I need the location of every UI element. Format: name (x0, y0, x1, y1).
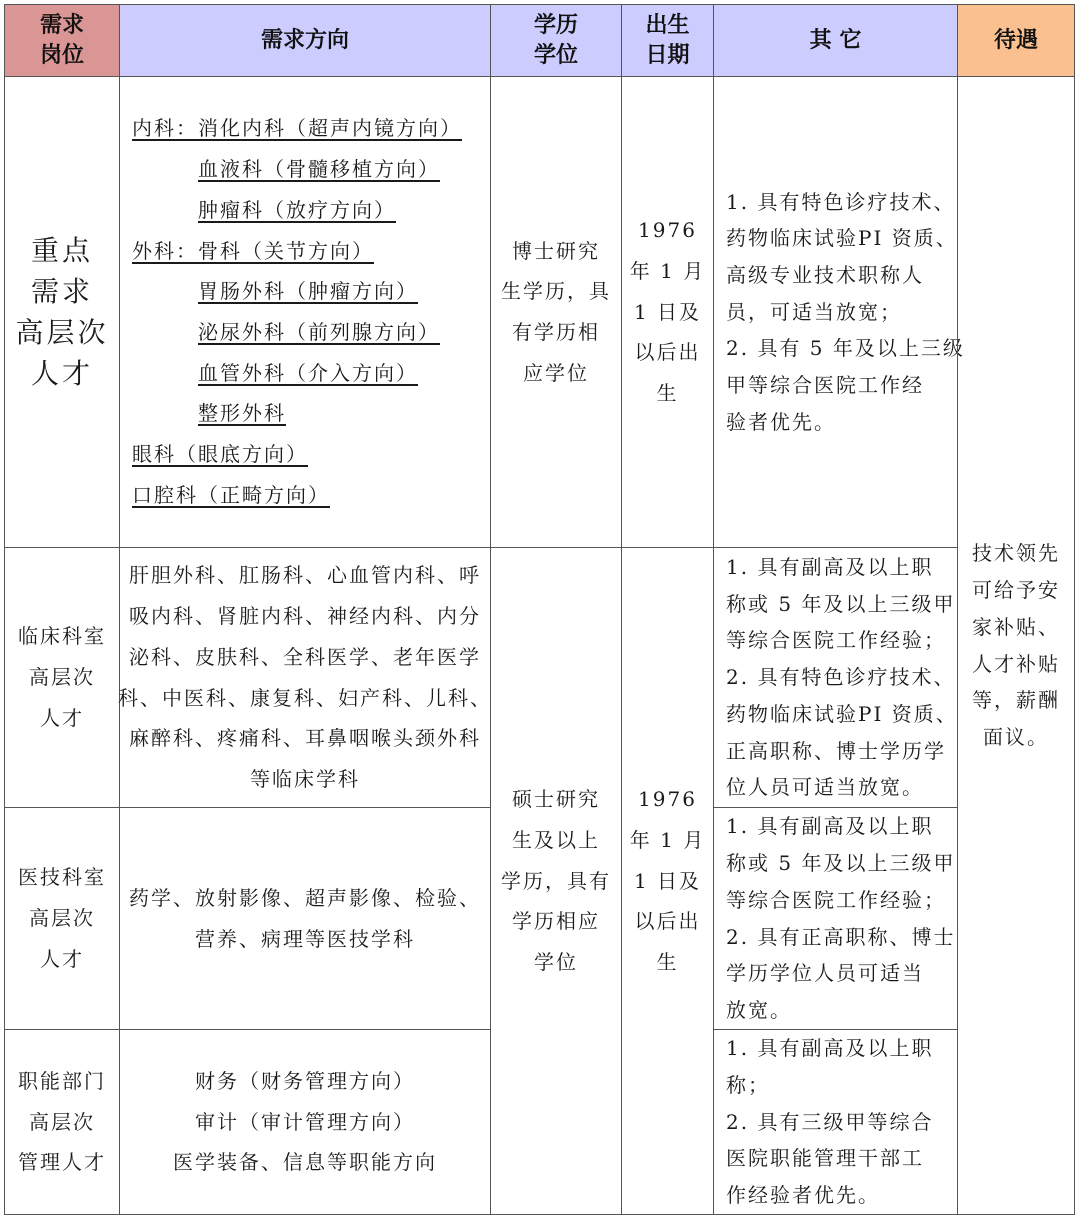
birth-line: 1 日及 (633, 868, 702, 893)
other-line: 作经验者优先。 (726, 1183, 880, 1208)
direction-line: 等临床学科 (250, 766, 360, 791)
direction-item: 眼科（眼底方向） (132, 442, 308, 467)
other-line: 验者优先。 (726, 409, 836, 434)
header-education (490, 4, 622, 77)
birth-line: 年 1 月 (629, 258, 706, 283)
direction-item: 胃肠外科（肿瘤方向） (198, 279, 418, 304)
position-line: 临床科室 (18, 624, 106, 649)
treatment-line: 面议。 (983, 724, 1049, 749)
treatment-line: 人才补贴 (972, 651, 1060, 676)
birth-line: 1976 (638, 218, 697, 243)
position-line: 人才 (30, 357, 93, 390)
other-line: 1. 具有副高及以上职 (726, 1036, 934, 1061)
direction-item: 肿瘤科（放疗方向） (198, 197, 396, 222)
treatment-line: 可给予安 (972, 578, 1060, 603)
medtech-position (4, 807, 120, 1030)
header-education-line: 学历 (533, 12, 578, 38)
other-line: 1. 具有副高及以上职 (726, 555, 934, 580)
key-talent-position (4, 76, 120, 548)
position-line: 高层次 (29, 665, 95, 690)
direction-item: 整形外科 (198, 401, 286, 426)
clinical-directions (119, 547, 491, 808)
header-direction-label: 需求方向 (260, 27, 349, 53)
birth-line: 1 日及 (633, 299, 702, 324)
treatment-cell (957, 76, 1075, 1215)
treatment-line: 家补贴、 (972, 614, 1060, 639)
clinical-other (713, 547, 958, 808)
treatment-line: 技术领先 (972, 541, 1060, 566)
other-line: 1. 具有特色诊疗技术、 (726, 189, 956, 214)
birth-line: 生 (656, 381, 679, 406)
other-line: 高级专业技术职称人 (726, 262, 924, 287)
other-line: 学历学位人员可适当 (726, 961, 924, 986)
other-line: 等综合医院工作经验； (726, 887, 946, 912)
direction-line: 财务（财务管理方向） (195, 1068, 415, 1093)
header-birth (621, 4, 714, 77)
shared-education (490, 547, 622, 1215)
direction-line: 药学、放射影像、超声影像、检验、 (129, 885, 481, 910)
direction-line: 医学装备、信息等职能方向 (173, 1150, 437, 1175)
other-line: 甲等综合医院工作经 (726, 373, 924, 398)
header-position-line: 需求 (39, 12, 84, 38)
other-line: 2. 具有 5 年及以上三级 (726, 336, 965, 361)
recruitment-table (4, 4, 1075, 1215)
other-line: 1. 具有副高及以上职 (726, 814, 934, 839)
direction-line: 营养、病理等医技学科 (195, 926, 415, 951)
direction-item: 内科：消化内科（超声内镜方向） (132, 116, 462, 141)
position-line: 职能部门 (18, 1068, 106, 1093)
education-line: 生学历，具 (501, 279, 611, 304)
admin-directions (119, 1029, 491, 1215)
other-line: 2. 具有三级甲等综合 (726, 1109, 934, 1134)
other-line: 员，可适当放宽； (726, 299, 902, 324)
other-line: 2. 具有特色诊疗技术、 (726, 665, 956, 690)
direction-line: 泌科、皮肤科、全科医学、老年医学 (129, 644, 481, 669)
education-line: 学位 (534, 950, 578, 975)
clinical-position (4, 547, 120, 808)
education-line: 硕士研究 (512, 787, 600, 812)
birth-line: 以后出 (634, 909, 701, 934)
position-line: 人才 (40, 946, 84, 971)
header-direction (119, 4, 491, 77)
header-position (4, 4, 120, 77)
education-line: 博士研究 (512, 238, 600, 263)
other-line: 正高职称、博士学历学 (726, 738, 946, 763)
direction-item: 血液科（骨髓移植方向） (198, 157, 440, 182)
header-treatment (957, 4, 1075, 77)
position-line: 管理人才 (18, 1150, 106, 1175)
direction-line: 肝胆外科、肛肠科、心血管内科、呼 (129, 563, 481, 588)
shared-birth (621, 547, 714, 1215)
direction-line: 吸内科、肾脏内科、神经内科、内分 (129, 604, 481, 629)
admin-position (4, 1029, 120, 1215)
position-line: 高层次 (29, 906, 95, 931)
other-line: 药物临床试验PI 资质、 (726, 701, 958, 726)
direction-line: 科、中医科、康复科、妇产科、儿科、 (118, 685, 492, 710)
education-line: 学历相应 (512, 909, 600, 934)
education-line: 有学历相 (512, 320, 600, 344)
other-line: 等综合医院工作经验； (726, 628, 946, 653)
position-line: 重点 (30, 234, 93, 267)
birth-line: 年 1 月 (629, 827, 706, 852)
position-line: 医技科室 (18, 865, 106, 890)
direction-line: 麻醉科、疼痛科、耳鼻咽喉头颈外科 (129, 726, 481, 751)
header-birth-line: 出生 (645, 12, 690, 38)
header-other (713, 4, 958, 77)
birth-line: 以后出 (634, 340, 701, 365)
direction-item: 泌尿外科（前列腺方向） (198, 320, 440, 344)
key-talent-other (713, 76, 965, 548)
header-birth-line: 日期 (645, 42, 690, 68)
header-treatment-label: 待遇 (993, 27, 1038, 53)
other-line: 称或 5 年及以上三级甲 (726, 591, 956, 616)
other-line: 位人员可适当放宽。 (726, 775, 924, 800)
treatment-line: 等，薪酬 (972, 688, 1060, 713)
admin-other (713, 1029, 958, 1215)
position-line: 高层次 (15, 316, 109, 349)
birth-line: 1976 (638, 787, 697, 812)
key-talent-directions (119, 76, 491, 548)
other-line: 称； (726, 1072, 770, 1097)
other-line: 2. 具有正高职称、博士 (726, 924, 956, 949)
other-line: 放宽。 (726, 997, 792, 1022)
header-position-line: 岗位 (39, 42, 84, 68)
direction-line: 审计（审计管理方向） (195, 1109, 415, 1134)
direction-item: 口腔科（正畸方向） (132, 482, 330, 507)
education-line: 生及以上 (512, 827, 600, 852)
position-line: 高层次 (29, 1109, 95, 1134)
other-line: 医院职能管理干部工 (726, 1146, 924, 1171)
position-line: 需求 (30, 275, 93, 308)
header-education-line: 学位 (533, 42, 578, 68)
other-line: 称或 5 年及以上三级甲 (726, 851, 956, 876)
education-line: 学历，具有 (501, 868, 611, 893)
birth-line: 生 (656, 950, 679, 975)
position-line: 人才 (40, 705, 84, 730)
direction-item: 外科：骨科（关节方向） (132, 238, 374, 263)
header-other-label: 其 它 (809, 27, 862, 53)
medtech-directions (119, 807, 491, 1030)
key-talent-education (490, 76, 622, 548)
other-line: 药物临床试验PI 资质、 (726, 226, 958, 251)
medtech-other (713, 807, 958, 1030)
direction-item: 血管外科（介入方向） (198, 360, 418, 385)
key-talent-birth (621, 76, 714, 548)
education-line: 应学位 (523, 360, 589, 385)
